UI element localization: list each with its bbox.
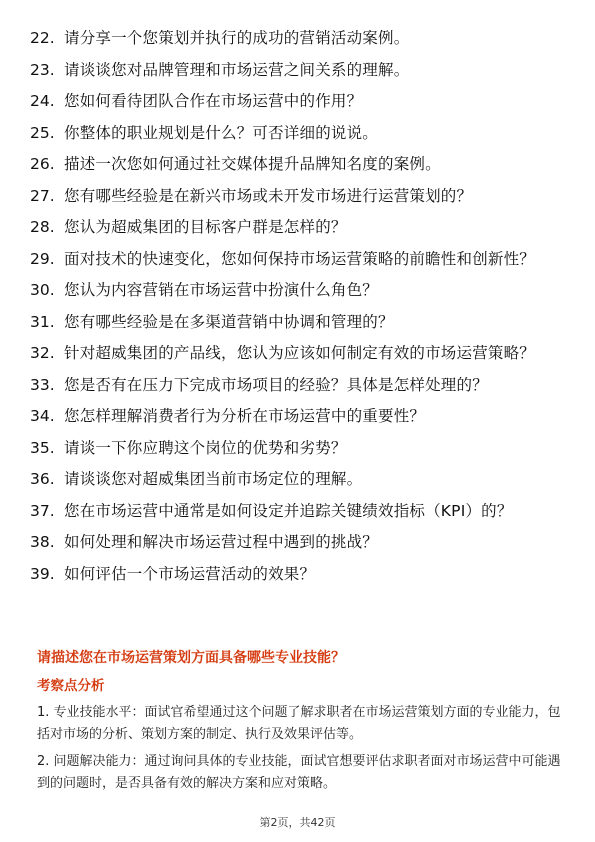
item-number: 30. <box>30 281 55 299</box>
item-number: 34. <box>30 407 55 425</box>
list-item <box>30 530 570 554</box>
item-number: 29. <box>30 249 55 268</box>
item-text: 您认为内容营销在市场运营中扮演什么角色？ <box>64 281 379 299</box>
item-number: 25. <box>30 123 55 142</box>
item-text: 请分享一个您策划并执行的成功的营销活动案例。 <box>64 29 410 47</box>
item-number: 27. <box>30 186 55 205</box>
item-text: 您是否有在压力下完成市场项目的经验？具体是怎样处理的？ <box>64 375 488 394</box>
list-item <box>30 562 570 586</box>
item-number: 28. <box>30 218 55 236</box>
item-number: 22. <box>30 29 55 47</box>
analysis-body <box>37 702 565 800</box>
item-text: 你整体的职业规划是什么？可否详细的说说。 <box>64 123 379 142</box>
list-item <box>30 278 570 302</box>
item-number: 36. <box>30 470 55 488</box>
list-item <box>30 247 570 271</box>
list-item <box>30 121 570 145</box>
item-text: 针对超威集团的产品线，您认为应该如何制定有效的市场运营策略？ <box>64 344 536 362</box>
item-text: 您有哪些经验是在多渠道营销中协调和管理的？ <box>64 312 394 331</box>
item-number: 26. <box>30 155 55 173</box>
item-number: 35. <box>30 438 55 457</box>
list-item <box>30 184 570 208</box>
item-number: 32. <box>30 344 55 362</box>
item-text: 您认为超威集团的目标客户群是怎样的？ <box>64 218 347 236</box>
list-item <box>30 467 570 491</box>
item-number: 31. <box>30 312 55 331</box>
item-number: 23. <box>30 60 55 79</box>
item-text: 您在市场运营中通常是如何设定并追踪关键绩效指标（KPI）的？ <box>64 501 513 520</box>
item-text: 请谈谈您对品牌管理和市场运营之间关系的理解。 <box>64 60 410 79</box>
list-item <box>30 373 570 397</box>
list-item <box>30 26 570 50</box>
item-text: 请谈一下你应聘这个岗位的优势和劣势？ <box>64 438 347 457</box>
list-item <box>30 499 570 523</box>
item-text: 请谈谈您对超威集团当前市场定位的理解。 <box>64 470 363 488</box>
analysis-heading: 考察点分析 <box>37 678 105 694</box>
analysis-point: 2. 问题解决能力：通过询问具体的专业技能，面试官想要评估求职者面对市场运营中可能遇到的问题时，是否具备有效的解决方案和应对策略。 <box>37 754 561 791</box>
page-footer: 第2页，共42页 <box>259 816 336 829</box>
item-text: 您怎样理解消费者行为分析在市场运营中的重要性？ <box>64 407 426 425</box>
list-item <box>30 58 570 82</box>
item-number: 24. <box>30 92 55 110</box>
item-text: 如何处理和解决市场运营过程中遇到的挑战？ <box>64 533 379 551</box>
list-item <box>30 152 570 176</box>
list-item <box>30 341 570 365</box>
item-text: 如何评估一个市场运营活动的效果？ <box>64 564 316 583</box>
item-text: 您有哪些经验是在新兴市场或未开发市场进行运营策划的？ <box>64 186 473 205</box>
item-number: 38. <box>30 533 55 551</box>
item-number: 39. <box>30 564 55 583</box>
list-item <box>30 215 570 239</box>
analysis-point: 1. 专业技能水平：面试官希望通过这个问题了解求职者在市场运营策划方面的专业能力，包括对市场的分析、策划方案的制定、执行及效果评估等。 <box>37 705 561 742</box>
list-item <box>30 89 570 113</box>
list-item <box>30 310 570 334</box>
question-list <box>30 26 570 593</box>
item-text: 面对技术的快速变化，您如何保持市场运营策略的前瞻性和创新性？ <box>64 249 536 268</box>
list-item <box>30 436 570 460</box>
item-number: 33. <box>30 375 55 394</box>
item-text: 描述一次您如何通过社交媒体提升品牌知名度的案例。 <box>64 155 441 173</box>
highlight-question: 请描述您在市场运营策划方面具备哪些专业技能？ <box>37 650 345 666</box>
list-item <box>30 404 570 428</box>
item-number: 37. <box>30 501 55 520</box>
item-text: 您如何看待团队合作在市场运营中的作用？ <box>64 92 363 110</box>
